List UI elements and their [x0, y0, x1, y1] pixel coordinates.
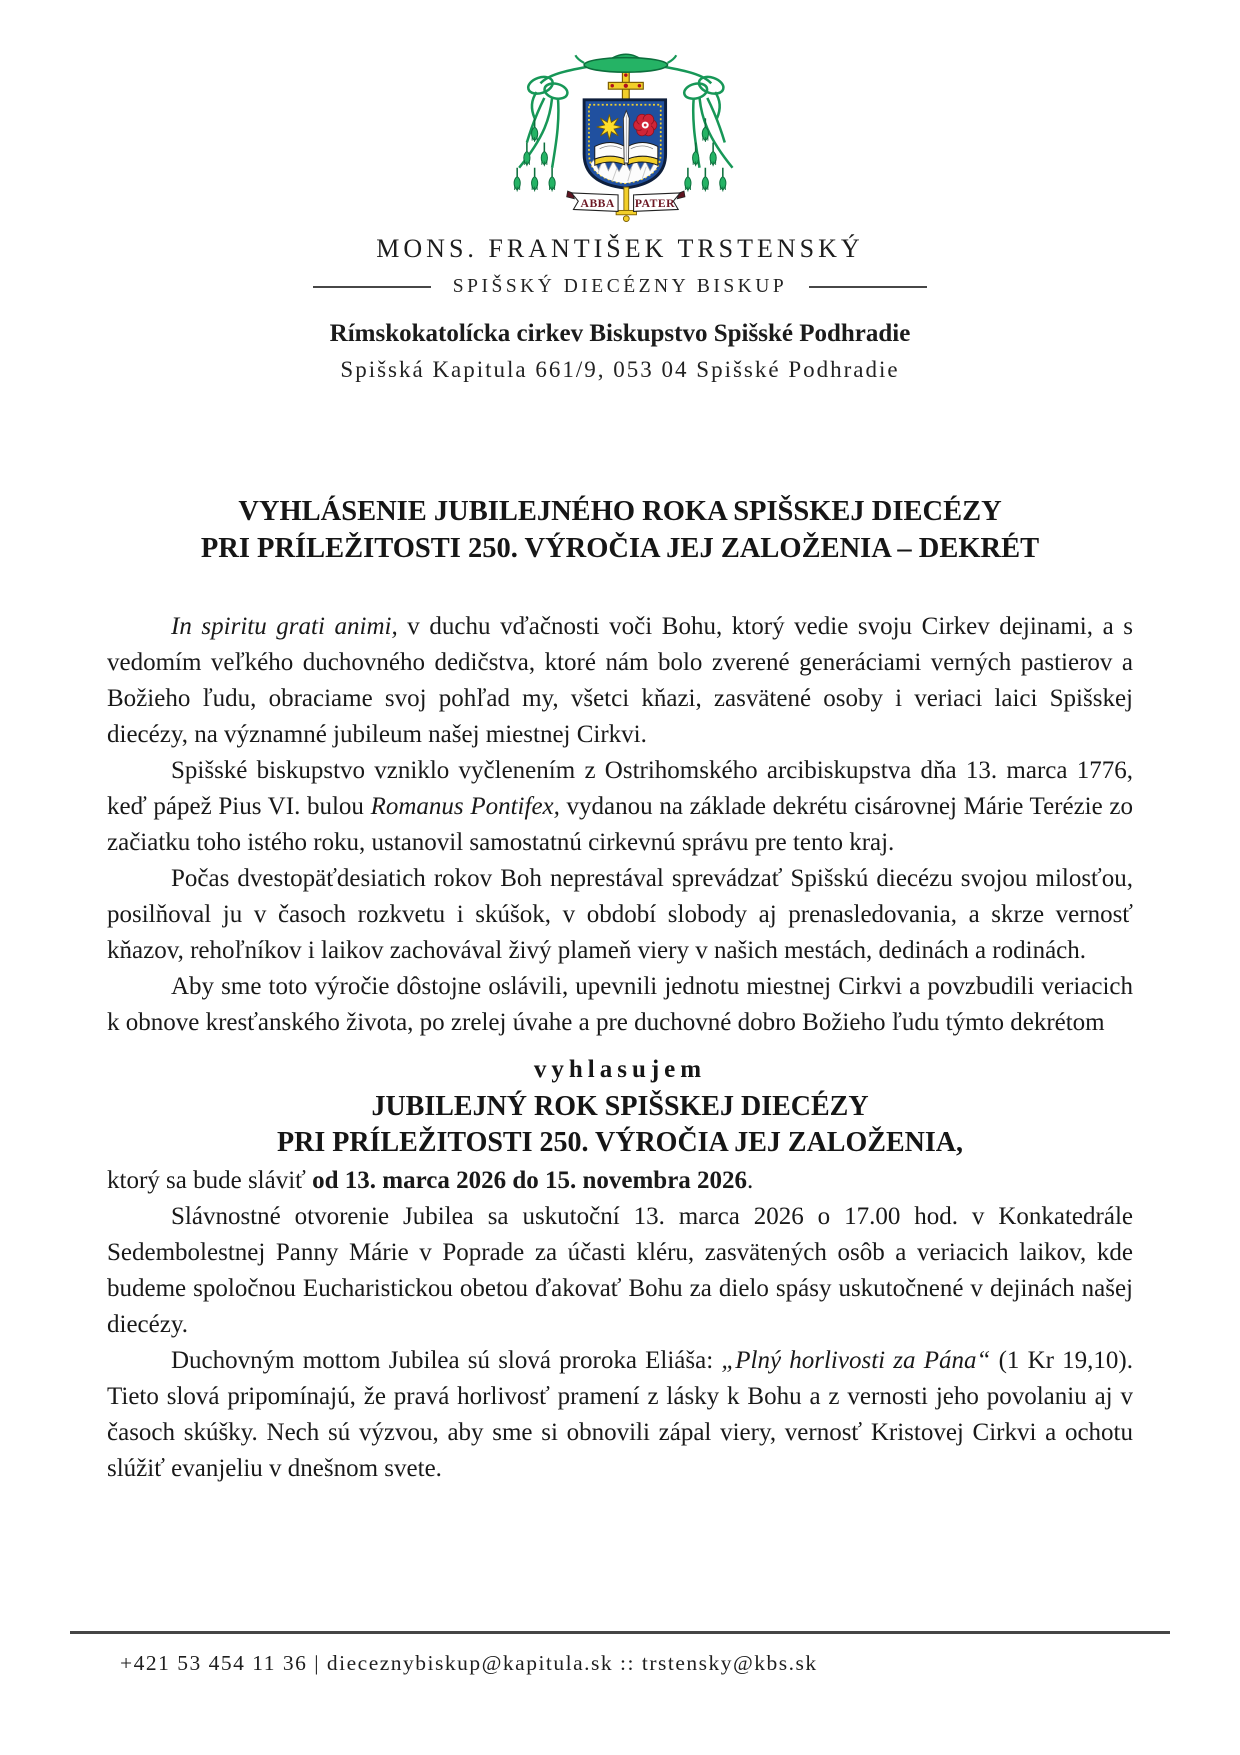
paragraph-segment: v duchu vďačnosti voči Bohu, ktorý vedie svoju Cirkev dejinami, a s vedomím veľkého duchovného dedičstva, ktoré nám bolo zverené generáciami verných pastierov a Božieho ľudu, obraciame svoj pohľad my, všetci kňazi, zasvätené osoby i veriaci laici Spišskej diecézy, na významné jubileum našej miestnej Cirkvi. — [107, 613, 1134, 748]
role-rule-left — [313, 286, 431, 288]
paragraph-segment: vydanou na základe dekrétu cisárovnej Márie Terézie zo začiatku toho istého roku, ustanovil samostatnú cirkevnú správu pre tento kraj. — [107, 793, 1133, 856]
declaration-block — [107, 1051, 1133, 1161]
declaration-line: PRI PRÍLEŽITOSTI 250. VÝROČIA JEJ ZALOŽENIA, — [277, 1127, 963, 1158]
document-main — [107, 493, 1133, 1487]
footer-contacts: +421 53 454 11 36 | dieceznybiskup@kapitula.sk :: trstensky@kbs.sk — [120, 1651, 818, 1675]
paragraph-segment: Romanus Pontifex, — [370, 793, 560, 820]
body-paragraph — [107, 1163, 1133, 1199]
scroll-right-text: PATER — [634, 197, 675, 211]
paragraph-segment: „Plný horlivosti za Pána“ — [721, 1347, 991, 1374]
bishop-name: MONS. FRANTIŠEK TRSTENSKÝ — [376, 234, 864, 263]
body-paragraph — [107, 609, 1133, 753]
document-footer — [70, 1631, 1170, 1676]
paragraph-segment: od 13. marca 2026 do 15. novembra 2026 — [312, 1167, 748, 1194]
footer-rule — [70, 1631, 1170, 1634]
organization-name: Rímskokatolícka cirkev Biskupstvo Spišské Podhradie — [329, 320, 911, 347]
coat-of-arms — [484, 30, 756, 224]
document-title-line1: VYHLÁSENIE JUBILEJNÉHO ROKA SPIŠSKEJ DIECÉZY — [238, 496, 1002, 527]
declaration-line: JUBILEJNÝ ROK SPIŠSKEJ DIECÉZY — [371, 1091, 869, 1122]
scroll-left-text: ABBA — [580, 197, 615, 211]
paragraph-segment: Počas dvestopäťdesiatich rokov Boh neprestával sprevádzať Spišskú diecézu svojou milosťou, posilňoval ju v časoch rozkvetu i skúšok, v období slobody aj prenasledovania, a skrze vernosť kňazov, rehoľníkov i laikov zachovával živý plameň viery v našich mestách, dedinách a rodinách. — [107, 865, 1133, 964]
paragraph-segment: (1 Kr 19,10). Tieto slová pripomínajú, že pravá horlivosť pramení z lásky k Bohu a z vernosti jeho povolaniu aj v časoch skúšky. Nech sú výzvou, aby sme si obnovili zápal viery, vernosť Kristovej Cirkvi a ochotu slúžiť evanjeliu v dnešnom svete. — [107, 1347, 1134, 1482]
galero-hat-icon — [575, 54, 676, 72]
paragraph-segment: Spišské biskupstvo vzniklo vyčlenením z Ostrihomského arcibiskupstva dňa 13. marca 1776, keď pápež Pius VI. bulou — [107, 757, 1133, 820]
rose-icon — [634, 114, 657, 136]
body-paragraph — [107, 1199, 1133, 1343]
bishop-role-row — [0, 276, 1240, 298]
body-paragraph — [107, 753, 1133, 861]
star-icon — [597, 114, 622, 139]
paragraph-segment: In spiritu grati animi, — [171, 613, 398, 640]
paragraph-segment: ktorý sa bude sláviť — [107, 1167, 313, 1194]
body-paragraph — [107, 861, 1133, 969]
role-rule-right — [809, 286, 927, 288]
document-title-line2: PRI PRÍLEŽITOSTI 250. VÝROČIA JEJ ZALOŽENIA – DEKRÉT — [200, 533, 1040, 564]
letterhead — [0, 30, 1240, 383]
declaration-line: vyhlasujem — [533, 1056, 707, 1083]
document-body — [107, 609, 1133, 1487]
organization-address: Spišská Kapitula 661/9, 053 04 Spišské Podhradie — [340, 357, 900, 382]
paragraph-segment: . — [747, 1167, 754, 1194]
paragraph-segment: Aby sme toto výročie dôstojne oslávili, upevnili jednotu miestnej Cirkvi a povzbudili veriacich k obnove kresťanského života, po zrelej úvahe a pre duchovné dobro Božieho ľudu týmto dekrétom — [107, 973, 1133, 1036]
body-paragraph — [107, 969, 1133, 1041]
body-paragraph — [107, 1343, 1133, 1487]
bishop-role: SPIŠSKÝ DIECÉZNY BISKUP — [452, 276, 788, 297]
paragraph-segment: Slávnostné otvorenie Jubilea sa uskutoční 13. marca 2026 o 17.00 hod. v Konkatedrále Sedembolestnej Panny Márie v Poprade za účasti kléru, zasvätených osôb a veriacich laikov, kde budeme spoločnou Eucharistickou obetou ďakovať Bohu za dielo spásy uskutočnené v dejinách našej diecézy. — [107, 1203, 1133, 1338]
document-title — [107, 493, 1133, 567]
paragraph-segment: Duchovným mottom Jubilea sú slová proroka Eliáša: — [171, 1347, 722, 1374]
